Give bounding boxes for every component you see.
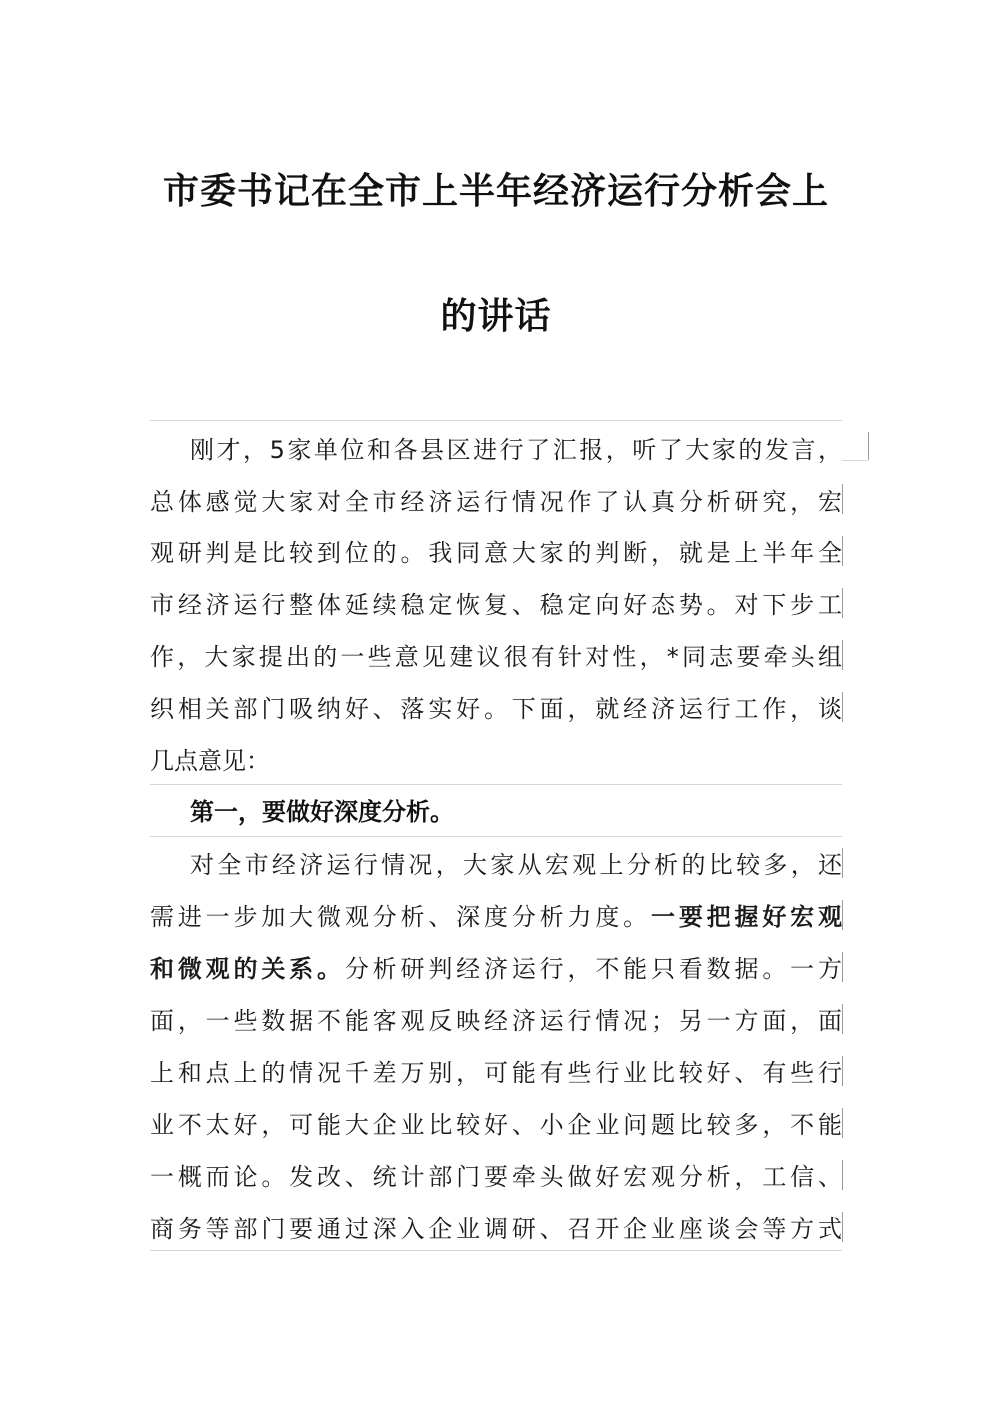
section-divider (150, 836, 842, 837)
paragraph-line: 市经济运行整体延续稳定恢复、稳定向好态势。对下步工 (150, 591, 842, 619)
paragraph-line: 观研判是比较到位的。我同意大家的判断，就是上半年全 (150, 539, 842, 567)
emphasis-text: 和微观的关系。 (150, 955, 345, 983)
paragraph-line (150, 897, 842, 937)
margin-mark (842, 1212, 843, 1242)
paragraph-line: 几点意见： (150, 747, 270, 775)
margin-mark (842, 536, 843, 566)
section-heading: 第一，要做好深度分析。 (190, 798, 454, 826)
paragraph-line: 刚才，5家单位和各县区进行了汇报，听了大家的发言， (190, 436, 842, 464)
paragraph-line: 业不太好，可能大企业比较好、小企业问题比较多，不能 (150, 1111, 842, 1139)
margin-mark (842, 1160, 843, 1190)
document-title-line-2: 的讲话 (440, 295, 552, 337)
paragraph-line (150, 949, 842, 989)
paragraph-line: 作，大家提出的一些意见建议很有针对性，*同志要牵头组 (150, 643, 842, 671)
section-divider (150, 420, 842, 421)
margin-mark (842, 1056, 843, 1086)
margin-mark (842, 460, 868, 461)
margin-mark (842, 900, 843, 930)
margin-mark (842, 640, 843, 670)
section-divider (150, 1250, 842, 1251)
margin-mark (842, 1004, 843, 1034)
paragraph-line: 上和点上的情况千差万别，可能有些行业比较好、有些行 (150, 1059, 842, 1087)
paragraph-text: 分析研判经济运行，不能只看数据。一方 (344, 955, 842, 983)
paragraph-line: 织相关部门吸纳好、落实好。下面，就经济运行工作，谈 (150, 695, 842, 723)
paragraph-text: 需进一步加大微观分析、深度分析力度。 (150, 903, 651, 931)
margin-mark (842, 588, 843, 618)
margin-mark (842, 484, 843, 514)
emphasis-text: 一要把握好宏观 (651, 903, 842, 931)
paragraph-line: 总体感觉大家对全市经济运行情况作了认真分析研究，宏 (150, 488, 842, 516)
document-title-line-1: 市委书记在全市上半年经济运行分析会上 (162, 170, 829, 212)
paragraph-line: 对全市经济运行情况，大家从宏观上分析的比较多，还 (190, 851, 842, 879)
paragraph-line: 一概而论。发改、统计部门要牵头做好宏观分析，工信、 (150, 1163, 842, 1191)
margin-mark (842, 692, 843, 722)
paragraph-line: 商务等部门要通过深入企业调研、召开企业座谈会等方式 (150, 1215, 842, 1243)
margin-mark (842, 1108, 843, 1138)
margin-mark (842, 848, 843, 878)
margin-mark (842, 952, 843, 982)
section-divider (150, 784, 842, 785)
paragraph-line: 面，一些数据不能客观反映经济运行情况；另一方面，面 (150, 1007, 842, 1035)
margin-mark (868, 432, 869, 460)
